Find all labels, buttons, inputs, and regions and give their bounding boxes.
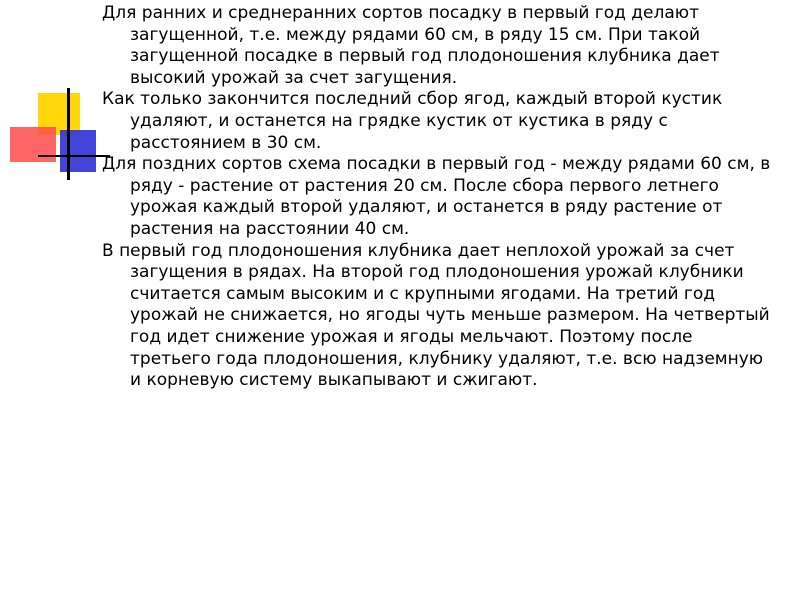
slide-text-body (102, 3, 777, 392)
paragraph-late-varieties: Для поздних сортов схема посадки в первый год - между рядами 60 см, в ряду - растение от растения 20 см. После сбора первого летнего урожая каждый второй удаляют, и останется в ряду растение от растения на расстоянии 40 см. (102, 154, 771, 239)
paragraph-early-varieties: Для ранних и среднеранних сортов посадку в первый год делают загущенной, т.е. между рядами 60 см, в ряду 15 см. При такой загущенной посадке в первый год плодоношения клубника дает высокий урожай за счет загущения. (102, 3, 720, 88)
horizontal-line (38, 155, 110, 157)
decorative-squares-graphic (0, 0, 110, 190)
paragraph-after-harvest: Как только закончится последний сбор ягод, каждый второй кустик удаляют, и останется на грядке кустик от кустика в ряду с расстоянием в 30 см. (102, 89, 723, 153)
vertical-line (67, 88, 70, 180)
blue-square (60, 130, 96, 172)
paragraph-yield-by-year: В первый год плодоношения клубника дает неплохой урожай за счет загущения в рядах. На второй год плодоношения урожай клубники считается самым высоким и с крупными ягодами. На третий год урожай не снижается, но ягоды чуть меньше размером. На четвертый год идет снижение урожая и ягоды мельчают. Поэтому после третьего года плодоношения, клубнику удаляют, т.е. всю надземную и корневую систему выкапывают и сжигают. (102, 240, 770, 391)
